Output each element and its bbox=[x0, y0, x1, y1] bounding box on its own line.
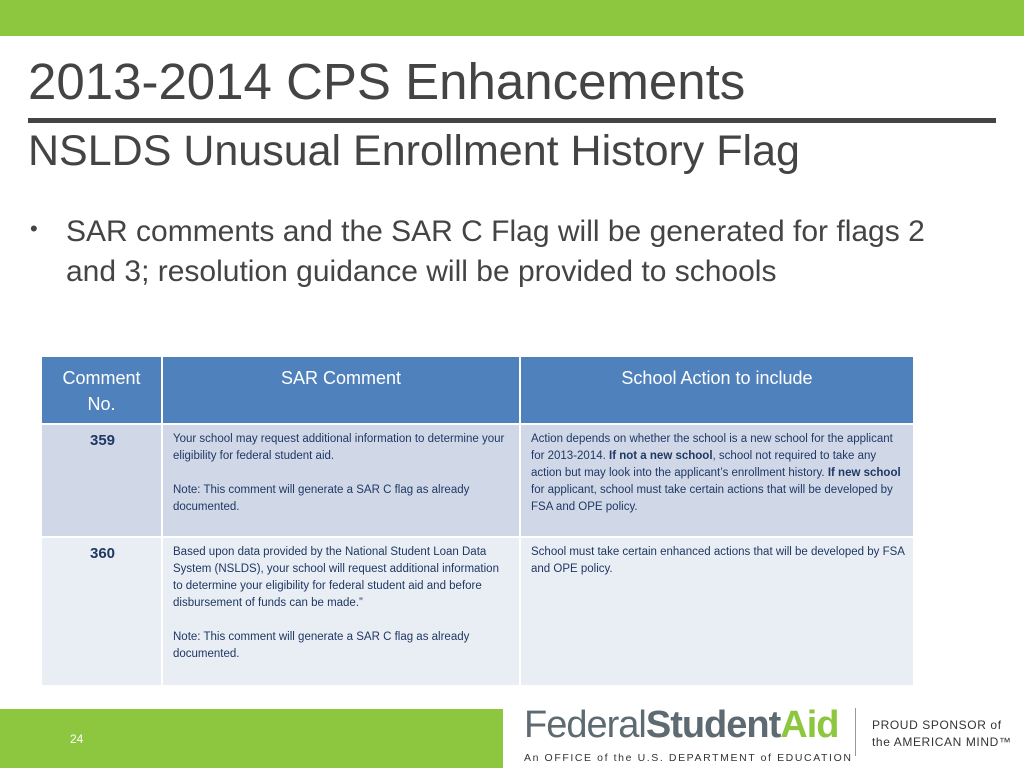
action-emphasis: If not a new school bbox=[609, 450, 713, 462]
title-divider bbox=[28, 118, 996, 123]
sar-comment-cell bbox=[162, 537, 520, 685]
top-accent-bar bbox=[0, 0, 1024, 36]
header-sar-comment: SAR Comment bbox=[162, 357, 520, 424]
sponsor-line-2: the AMERICAN MIND™ bbox=[872, 735, 1012, 749]
sar-comment-note: Note: This comment will generate a SAR C flag as already documented. bbox=[173, 484, 470, 513]
comment-number: 359 bbox=[42, 424, 162, 537]
logo-word-federal: Federal bbox=[524, 704, 646, 746]
comment-number: 360 bbox=[42, 537, 162, 685]
sar-comment-text: Your school may request additional information to determine your eligibility for federal student aid. bbox=[173, 433, 505, 462]
bullet-text: SAR comments and the SAR C Flag will be generated for flags 2 and 3; resolution guidance will be provided to schools bbox=[66, 215, 925, 288]
page-number: 24 bbox=[70, 732, 84, 746]
table-row bbox=[42, 537, 913, 685]
school-action-cell: School must take certain enhanced actions that will be developed by FSA and OPE policy. bbox=[520, 537, 913, 685]
slide-subtitle: NSLDS Unusual Enrollment History Flag bbox=[28, 127, 800, 175]
table-header-row bbox=[42, 357, 913, 424]
action-text: , school not required to take any action but may look into the applicant’s enrollment history. bbox=[531, 450, 877, 479]
logo-divider bbox=[855, 708, 856, 756]
sar-comment-note: Note: This comment will generate a SAR C flag as already documented. bbox=[173, 631, 470, 660]
table-row bbox=[42, 424, 913, 537]
school-action-cell bbox=[520, 424, 913, 537]
sar-comment-text: Based upon data provided by the National Student Loan Data System (NSLDS), your school will request additional information to determine your eligibility for federal student aid and before disbursement of funds can be made.” bbox=[173, 546, 499, 609]
sponsor-text bbox=[872, 717, 1012, 751]
action-text: Action depends on whether the school is a new school for the applicant for 2013-2014. bbox=[531, 433, 893, 462]
federal-student-aid-logo bbox=[524, 704, 853, 764]
logo-tagline: An OFFICE of the U.S. DEPARTMENT of EDUCATION bbox=[524, 752, 853, 764]
sponsor-line-1: PROUD SPONSOR of bbox=[872, 718, 1002, 732]
header-school-action: School Action to include bbox=[520, 357, 913, 424]
slide-title: 2013-2014 CPS Enhancements bbox=[28, 53, 746, 110]
action-text: for applicant, school must take certain actions that will be developed by FSA and OPE policy. bbox=[531, 484, 893, 513]
logo-word-aid: Aid bbox=[780, 704, 839, 746]
action-emphasis: If new school bbox=[827, 467, 901, 479]
header-comment-no: Comment No. bbox=[42, 357, 162, 424]
bullet-marker: • bbox=[30, 216, 38, 241]
sar-comment-table bbox=[42, 357, 913, 685]
sar-comment-cell bbox=[162, 424, 520, 537]
logo-word-student: Student bbox=[645, 704, 781, 746]
